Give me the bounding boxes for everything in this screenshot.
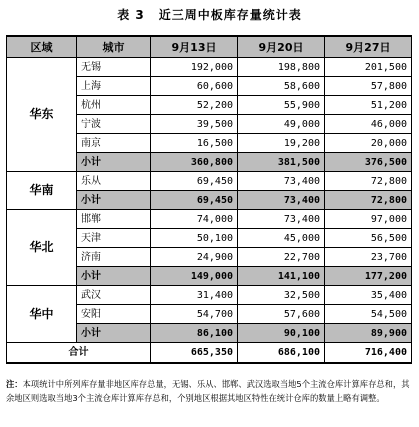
header-cell-week3: 9月27日: [325, 36, 412, 58]
region-cell: 华中: [7, 286, 77, 343]
value-cell: 52,200: [151, 96, 238, 115]
value-cell: 32,500: [238, 286, 325, 305]
table-row: [7, 286, 412, 305]
table-row: [7, 172, 412, 191]
city-cell: 南京: [77, 134, 151, 153]
value-cell: 35,400: [325, 286, 412, 305]
value-cell: 74,000: [151, 210, 238, 229]
value-cell: 54,700: [151, 305, 238, 324]
value-cell: 19,200: [238, 134, 325, 153]
subtotal-value: 360,800: [151, 153, 238, 172]
footnote: [6, 377, 413, 405]
city-cell: 乐从: [77, 172, 151, 191]
value-cell: 55,900: [238, 96, 325, 115]
table-title: [0, 6, 419, 23]
subtotal-label: 小计: [77, 153, 151, 172]
value-cell: 51,200: [325, 96, 412, 115]
city-cell: 济南: [77, 248, 151, 267]
city-cell: 武汉: [77, 286, 151, 305]
table-number: 表 3: [117, 8, 145, 22]
value-cell: 58,600: [238, 77, 325, 96]
subtotal-value: 149,000: [151, 267, 238, 286]
value-cell: 192,000: [151, 58, 238, 77]
value-cell: 198,800: [238, 58, 325, 77]
value-cell: 57,800: [325, 77, 412, 96]
city-cell: 宁波: [77, 115, 151, 134]
table-body: [7, 58, 412, 364]
subtotal-value: 86,100: [151, 324, 238, 343]
value-cell: 72,800: [325, 172, 412, 191]
value-cell: 56,500: [325, 229, 412, 248]
value-cell: 31,400: [151, 286, 238, 305]
subtotal-label: 小计: [77, 191, 151, 210]
city-cell: 杭州: [77, 96, 151, 115]
header-row: [7, 36, 412, 58]
value-cell: 201,500: [325, 58, 412, 77]
value-cell: 24,900: [151, 248, 238, 267]
city-cell: 安阳: [77, 305, 151, 324]
subtotal-value: 177,200: [325, 267, 412, 286]
subtotal-value: 69,450: [151, 191, 238, 210]
grand-total-value: 665,350: [151, 343, 238, 364]
value-cell: 73,400: [238, 172, 325, 191]
value-cell: 16,500: [151, 134, 238, 153]
value-cell: 23,700: [325, 248, 412, 267]
value-cell: 57,600: [238, 305, 325, 324]
table-row: [7, 58, 412, 77]
header-cell-week2: 9月20日: [238, 36, 325, 58]
subtotal-value: 72,800: [325, 191, 412, 210]
subtotal-value: 89,900: [325, 324, 412, 343]
footnote-text: 本项统计中所列库存量非地区库存总量，无锡、乐从、邯郸、武汉选取当地5个主流仓库计算库存总和，其余地区则选取当地3个主流仓库计算库存总和，个别地区根据其地区特性在统计仓库的数量上略有调整。: [6, 379, 410, 403]
value-cell: 69,450: [151, 172, 238, 191]
city-cell: 上海: [77, 77, 151, 96]
inventory-table: [6, 35, 412, 364]
value-cell: 60,600: [151, 77, 238, 96]
city-cell: 邯郸: [77, 210, 151, 229]
value-cell: 73,400: [238, 210, 325, 229]
grand-total-label: 合计: [7, 343, 151, 364]
subtotal-value: 376,500: [325, 153, 412, 172]
subtotal-label: 小计: [77, 267, 151, 286]
value-cell: 54,500: [325, 305, 412, 324]
header-cell-week1: 9月13日: [151, 36, 238, 58]
value-cell: 49,000: [238, 115, 325, 134]
grand-total-value: 686,100: [238, 343, 325, 364]
subtotal-value: 73,400: [238, 191, 325, 210]
subtotal-value: 141,100: [238, 267, 325, 286]
subtotal-value: 90,100: [238, 324, 325, 343]
table-row: [7, 210, 412, 229]
header-cell-city: 城市: [77, 36, 151, 58]
city-cell: 无锡: [77, 58, 151, 77]
grand-total-value: 716,400: [325, 343, 412, 364]
region-cell: 华南: [7, 172, 77, 210]
table-title-text: 近三周中板库存量统计表: [158, 8, 302, 22]
value-cell: 97,000: [325, 210, 412, 229]
footnote-label: 注：: [6, 379, 23, 389]
value-cell: 20,000: [325, 134, 412, 153]
value-cell: 50,100: [151, 229, 238, 248]
city-cell: 天津: [77, 229, 151, 248]
subtotal-value: 381,500: [238, 153, 325, 172]
value-cell: 22,700: [238, 248, 325, 267]
header-cell-region: 区域: [7, 36, 77, 58]
value-cell: 45,000: [238, 229, 325, 248]
region-cell: 华北: [7, 210, 77, 286]
subtotal-label: 小计: [77, 324, 151, 343]
value-cell: 46,000: [325, 115, 412, 134]
region-cell: 华东: [7, 58, 77, 172]
grand-total-row: [7, 343, 412, 364]
value-cell: 39,500: [151, 115, 238, 134]
